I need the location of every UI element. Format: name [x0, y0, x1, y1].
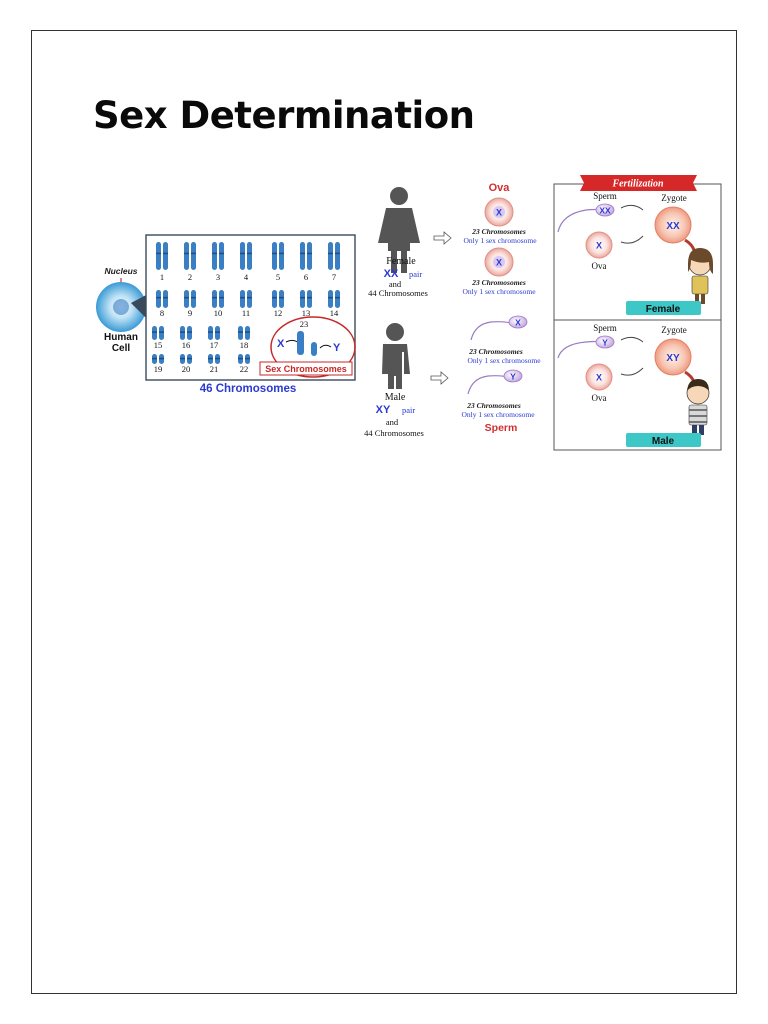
centromere-band	[215, 331, 220, 333]
chromosome	[335, 290, 340, 308]
chromosome-number: 14	[329, 308, 339, 318]
male-result-label: Male	[651, 436, 675, 447]
female-pair: XX	[383, 268, 399, 280]
chromosome-number: 8	[159, 308, 165, 318]
chromosome	[240, 242, 245, 270]
chromosome	[184, 242, 189, 270]
male-pair: XY	[375, 404, 391, 416]
figure-svg	[90, 172, 726, 460]
female-dress	[378, 208, 420, 251]
centromere-band	[307, 297, 312, 299]
fert-female-ova-label: Ova	[591, 261, 607, 271]
chromosome-number: 12	[273, 308, 283, 318]
chromosome	[156, 290, 161, 308]
ova-1-x: X	[495, 207, 503, 218]
female-chromosomes: 44 Chromosomes	[368, 288, 428, 298]
centromere-band	[279, 297, 284, 299]
centromere-band	[212, 297, 217, 299]
centromere-band	[219, 253, 224, 255]
fert-male-ova-label: Ova	[591, 393, 607, 403]
chromosome-number: 20	[181, 364, 191, 374]
fert-female-zygote-label: Zygote	[661, 193, 687, 203]
x-chromosome	[297, 331, 304, 355]
fertilization-banner-text: Fertilization	[612, 178, 664, 190]
ova-title: Ova	[488, 182, 510, 194]
chromosome	[240, 290, 245, 308]
chromosome	[245, 326, 250, 340]
ova-2-x: X	[495, 257, 503, 268]
male-chromosomes: 44 Chromosomes	[364, 428, 424, 438]
fert-female-sperm-x: XX	[599, 205, 611, 216]
chromosome	[238, 326, 243, 340]
y-chromosome	[311, 342, 317, 356]
chromosome-number: 3	[215, 272, 221, 282]
fert-female-ova-x: X	[595, 240, 603, 251]
fert-male-sperm-y: Y	[602, 337, 608, 348]
chromosome	[187, 326, 192, 340]
chromosome	[307, 290, 312, 308]
ova-1-only1: Only 1 sex chromosome	[463, 236, 537, 245]
human-cell	[96, 266, 148, 354]
ova-cell-1	[485, 198, 513, 226]
centromere-band	[279, 253, 284, 255]
cell-label: Cell	[111, 343, 131, 354]
fert-male-sperm-label: Sperm	[593, 323, 617, 333]
chromosome-number: 4	[243, 272, 249, 282]
chromosome	[272, 290, 277, 308]
centromere-band	[191, 297, 196, 299]
centromere-band	[152, 358, 157, 360]
fert-male-zygote-xy: XY	[666, 353, 680, 364]
centromere-band	[159, 331, 164, 333]
centromere-band	[335, 253, 340, 255]
sperm-2-y: Y	[510, 371, 516, 382]
chromosome	[328, 290, 333, 308]
centromere-band	[180, 331, 185, 333]
chromosome-number: 16	[181, 340, 191, 350]
chromosome-number: 10	[213, 308, 223, 318]
chromosome	[328, 242, 333, 270]
centromere-band	[152, 331, 157, 333]
male-label: Male	[384, 392, 406, 403]
chromosome-number: 15	[153, 340, 163, 350]
chromosome	[184, 290, 189, 308]
fert-female-zygote-xx: XX	[666, 221, 680, 232]
chromosome-number: 5	[275, 272, 281, 282]
chromosome	[300, 290, 305, 308]
chromosome-number: 18	[239, 340, 249, 350]
chromosome	[219, 242, 224, 270]
centromere-band	[208, 331, 213, 333]
centromere-band	[300, 297, 305, 299]
chromosome	[212, 290, 217, 308]
male-leg-left	[388, 375, 394, 389]
sex-chromosomes-label: Sex Chromosomes	[265, 364, 347, 374]
chromosome-number: 9	[187, 308, 193, 318]
chromosome	[247, 242, 252, 270]
chromosome	[163, 242, 168, 270]
centromere-band	[335, 297, 340, 299]
chromosome-count-caption: 46 Chromosomes	[199, 383, 297, 395]
chromosome	[208, 326, 213, 340]
male-and: and	[385, 417, 399, 427]
centromere-band	[328, 253, 333, 255]
chromosome-number: 19	[153, 364, 163, 374]
chromosome	[212, 242, 217, 270]
female-arrow	[434, 232, 451, 244]
cell-nucleus	[113, 299, 129, 315]
centromere-band	[163, 297, 168, 299]
fert-male-zygote-label: Zygote	[661, 325, 687, 335]
centromere-band	[208, 358, 213, 360]
chromosome	[307, 242, 312, 270]
ova-2-chrom23: 23 Chromosomes	[472, 278, 526, 287]
chromosome-number: 17	[209, 340, 219, 350]
chromosome	[180, 326, 185, 340]
chromosome-number: 23	[299, 319, 309, 329]
sperm-2-only1: Only 1 sex chromosome	[461, 410, 535, 419]
chromosome	[279, 242, 284, 270]
human-label: Human	[104, 332, 138, 343]
page-title: Sex Determination	[93, 94, 475, 137]
female-head	[390, 187, 408, 205]
centromere-band	[184, 297, 189, 299]
centromere-band	[163, 253, 168, 255]
chromosome	[279, 290, 284, 308]
centromere-band	[219, 297, 224, 299]
centromere-band	[307, 253, 312, 255]
chromosome	[247, 290, 252, 308]
centromere-band	[300, 253, 305, 255]
centromere-band	[215, 358, 220, 360]
chromosome-number: 11	[241, 308, 251, 318]
centromere-band	[247, 297, 252, 299]
female-result-label: Female	[645, 304, 681, 315]
chromosome	[152, 326, 157, 340]
chromosome	[215, 326, 220, 340]
male-arrow	[431, 372, 448, 384]
sperm-1-only1: Only 1 sex chromosome	[467, 356, 541, 365]
sperm-1-chrom23: 23 Chromosomes	[469, 347, 523, 356]
sperm-title: Sperm	[484, 422, 518, 434]
sperm-2	[468, 370, 522, 394]
chromosome-number: 21	[209, 364, 219, 374]
chromosome	[163, 290, 168, 308]
sex-determination-figure	[90, 172, 726, 460]
fertilization-panel	[554, 175, 721, 450]
centromere-band	[187, 331, 192, 333]
centromere-band	[159, 358, 164, 360]
centromere-band	[187, 358, 192, 360]
chromosome-number: 7	[331, 272, 337, 282]
male-pair-suffix: pair	[402, 405, 416, 415]
chromosome	[191, 242, 196, 270]
centromere-band	[328, 297, 333, 299]
chromosome-number: 22	[239, 364, 249, 374]
centromere-band	[238, 358, 243, 360]
centromere-band	[240, 297, 245, 299]
sperm-1-x: X	[515, 317, 521, 328]
male-head	[386, 323, 404, 341]
centromere-band	[245, 358, 250, 360]
centromere-band	[180, 358, 185, 360]
female-label: Female	[386, 256, 416, 267]
chromosome-number: 2	[187, 272, 193, 282]
female-and: and	[388, 279, 402, 289]
chromosome-number: 6	[303, 272, 309, 282]
chromosome	[219, 290, 224, 308]
ova-1-chrom23: 23 Chromosomes	[472, 227, 526, 236]
female-pair-suffix: pair	[409, 269, 423, 279]
centromere-band	[245, 331, 250, 333]
ova-cell-2	[485, 248, 513, 276]
ova-2-only1: Only 1 sex chromosome	[462, 287, 536, 296]
x-chromosome-label: X	[277, 338, 285, 350]
centromere-band	[156, 297, 161, 299]
chromosome	[156, 242, 161, 270]
centromere-band	[184, 253, 189, 255]
chromosome	[159, 326, 164, 340]
male-figure	[382, 323, 410, 389]
centromere-band	[212, 253, 217, 255]
centromere-band	[272, 297, 277, 299]
nucleus-label: Nucleus	[104, 266, 138, 276]
chromosome-number: 13	[301, 308, 311, 318]
fert-male-ova-x: X	[595, 372, 603, 383]
centromere-band	[191, 253, 196, 255]
karyotype-panel	[146, 235, 355, 395]
centromere-band	[156, 253, 161, 255]
fert-female-sperm-label: Sperm	[593, 191, 617, 201]
chromosome	[191, 290, 196, 308]
centromere-band	[240, 253, 245, 255]
centromere-band	[272, 253, 277, 255]
male-leg-right	[396, 375, 402, 389]
chromosome	[272, 242, 277, 270]
sperm-1	[471, 316, 527, 340]
centromere-band	[238, 331, 243, 333]
y-chromosome-label: Y	[333, 342, 341, 354]
centromere-band	[247, 253, 252, 255]
chromosome-number: 1	[159, 272, 165, 282]
chromosome	[335, 242, 340, 270]
chromosome	[300, 242, 305, 270]
male-body	[388, 352, 402, 376]
sperm-2-chrom23: 23 Chromosomes	[467, 401, 521, 410]
